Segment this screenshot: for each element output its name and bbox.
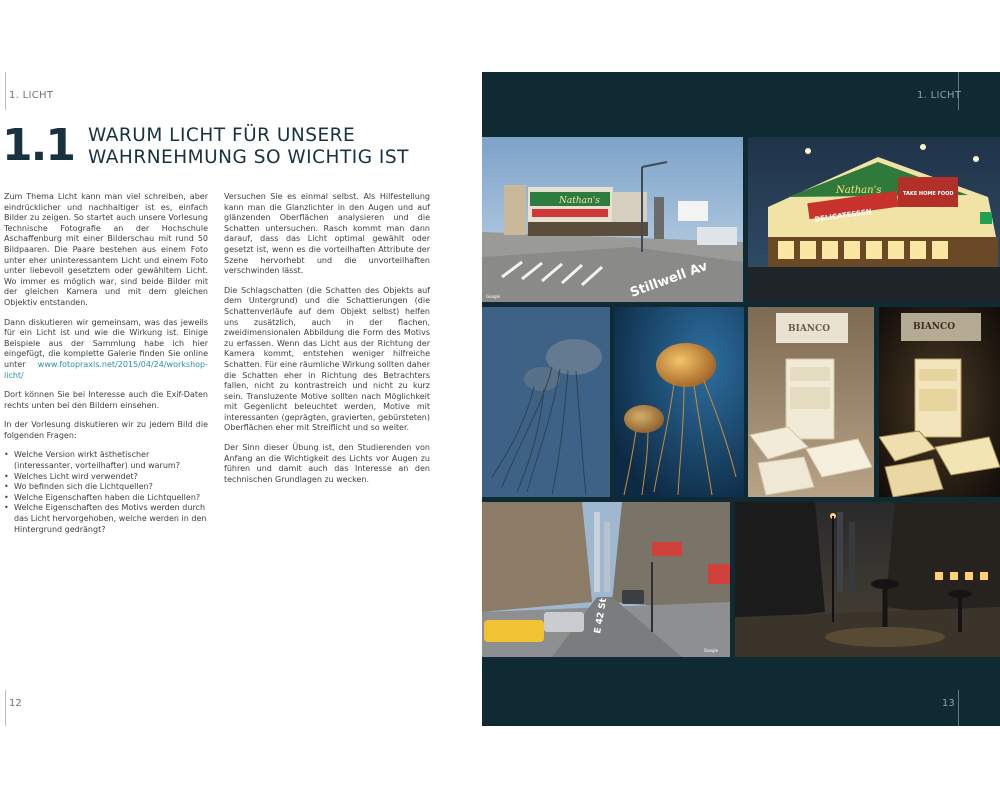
- left-page: [0, 0, 482, 800]
- left-footer-rule: [5, 690, 6, 726]
- question-list: [4, 450, 208, 535]
- paragraph: In der Vorlesung diskutieren wir zu jedem Bild die folgenden Fragen:: [4, 420, 208, 440]
- take-home-sign: TAKE HOME FOOD: [903, 191, 954, 197]
- left-header-rule: [5, 72, 6, 110]
- paragraph: Zum Thema Licht kann man viel schreiben, aber eindrücklicher und nachhaltiger ist es, einfach Bilder zu zeigen. So startet auch unsere Vorlesung Technische Fotografie an der Hochschule Aschaffenburg mit einer Bilderschau mit rund 50 Bildpaaren. Die Paare bestehen aus einem Foto unter eher uninteressantem Licht und einem Foto unter liebevoll gesetztem oder gewähltem Licht. Wo immer es möglich war, sind beide Bilder mit der gleichen Kamera und mit dem gleichen Objektiv entstanden.: [4, 192, 208, 307]
- right-page-number: 13: [942, 698, 955, 709]
- map-credit-2: Google: [704, 648, 719, 653]
- paragraph: Dort können Sie bei Interesse auch die Exif-Daten rechts unten bei den Bildern einsehen.: [4, 390, 208, 410]
- paragraph-text: Dann diskutieren wir gemeinsam, was das jeweils für ein Licht ist und wie die Wirkung ist. Einige Beispiele aus der Sammlung habe ich hier eingefügt, die komplette Galerie finden Sie online unter: [4, 317, 208, 369]
- question-item: • Welche Eigenschaften haben die Lichtquellen?: [4, 493, 208, 504]
- photo-street-daytime: [482, 137, 743, 302]
- question-item: • Welche Eigenschaften des Motivs werden durch das Licht hervorgehoben, welche werden in den Hintergrund gedrängt?: [4, 503, 208, 535]
- question-item: • Welches Licht wird verwendet?: [4, 472, 208, 483]
- paragraph: Versuchen Sie es einmal selbst. Als Hilfestellung kann man die Glanzlichter in den Augen und auf glänzenden Oberflächen analysieren und die Schatten untersuchen. Rasch kommt man dann darauf, dass das Licht optimal gewählt oder gesetzt ist, wenn es die vorteilhaften Attribute der Szene hervorhebt und die unvorteilhaften verschwinden lässt.: [224, 192, 430, 276]
- stillwell-road-marking: Stillwell Av: [628, 258, 710, 301]
- street-marking: E 42 St: [593, 597, 610, 635]
- chapter-number: 1.1: [2, 120, 74, 171]
- nathans-sign-night: Nathan's: [836, 185, 882, 196]
- chocolate-label-dramatic: BIANCO: [913, 322, 956, 332]
- left-running-head: 1. LICHT: [9, 90, 54, 101]
- photo-jellyfish-backlit: [614, 307, 744, 497]
- photo-chocolate-flat: [748, 307, 874, 497]
- text-column-1: [4, 192, 208, 535]
- question-item: • Welche Version wirkt ästhetischer (interessanter, vorteilhafter) und warum?: [4, 450, 208, 471]
- paragraph: Der Sinn dieser Übung ist, den Studierenden von Anfang an die Wichtigkeit des Lichts vor Augen zu führen und damit auch das Interesse an den technischen Grundlagen zu wecken.: [224, 443, 430, 484]
- chapter-title: WARUM LICHT FÜR UNSERE WAHRNEHMUNG SO WICHTIG IST: [88, 125, 409, 168]
- photo-nathans-night: [748, 137, 1000, 302]
- delicatessen-sign: DELICATESSEN: [814, 207, 873, 224]
- chocolate-label-flat: BIANCO: [788, 324, 831, 334]
- map-credit: Google: [486, 294, 501, 299]
- left-page-number: 12: [9, 698, 22, 709]
- photo-avenue-night: [735, 502, 1000, 657]
- photo-jellyfish-flat: [482, 307, 610, 497]
- right-running-head: 1. LICHT: [917, 90, 962, 101]
- text-column-2: [224, 192, 430, 494]
- paragraph: Die Schlagschatten (die Schatten des Objekts auf dem Untergrund) und die Schattierungen (die Schattenverläufe auf dem Objekt selbst) helfen uns zusätzlich, auch in der flachen, zweidimensionalen Abbildung die Form des Motivs zu erfassen. Wenn das Licht aus der Richtung der Kamera kommt, entstehen weniger hilfreiche Schatten. Für eine räumliche Wirkung sollten daher die Schatten eher in Richtung des Betrachters fallen, nicht zu kontrastreich und nicht zu kurz sein. Transluzente Motive sollten nach Möglichkeit mit Gegenlicht beleuchtet werden, Motive mit interessanten (geprägten, gravierten, gebürsteten) Oberflächen eher mit Streiflicht und so weiter.: [224, 285, 430, 433]
- photo-avenue-daytime: [482, 502, 730, 657]
- paragraph: [4, 318, 208, 382]
- workshop-link[interactable]: www.fotopraxis.net/2015/04/24/workshop-licht/: [4, 359, 208, 380]
- photo-chocolate-dramatic: [879, 307, 1000, 497]
- nathans-sign-day: Nathan's: [559, 196, 600, 206]
- question-item: • Wo befinden sich die Lichtquellen?: [4, 482, 208, 493]
- right-footer-rule: [958, 690, 959, 726]
